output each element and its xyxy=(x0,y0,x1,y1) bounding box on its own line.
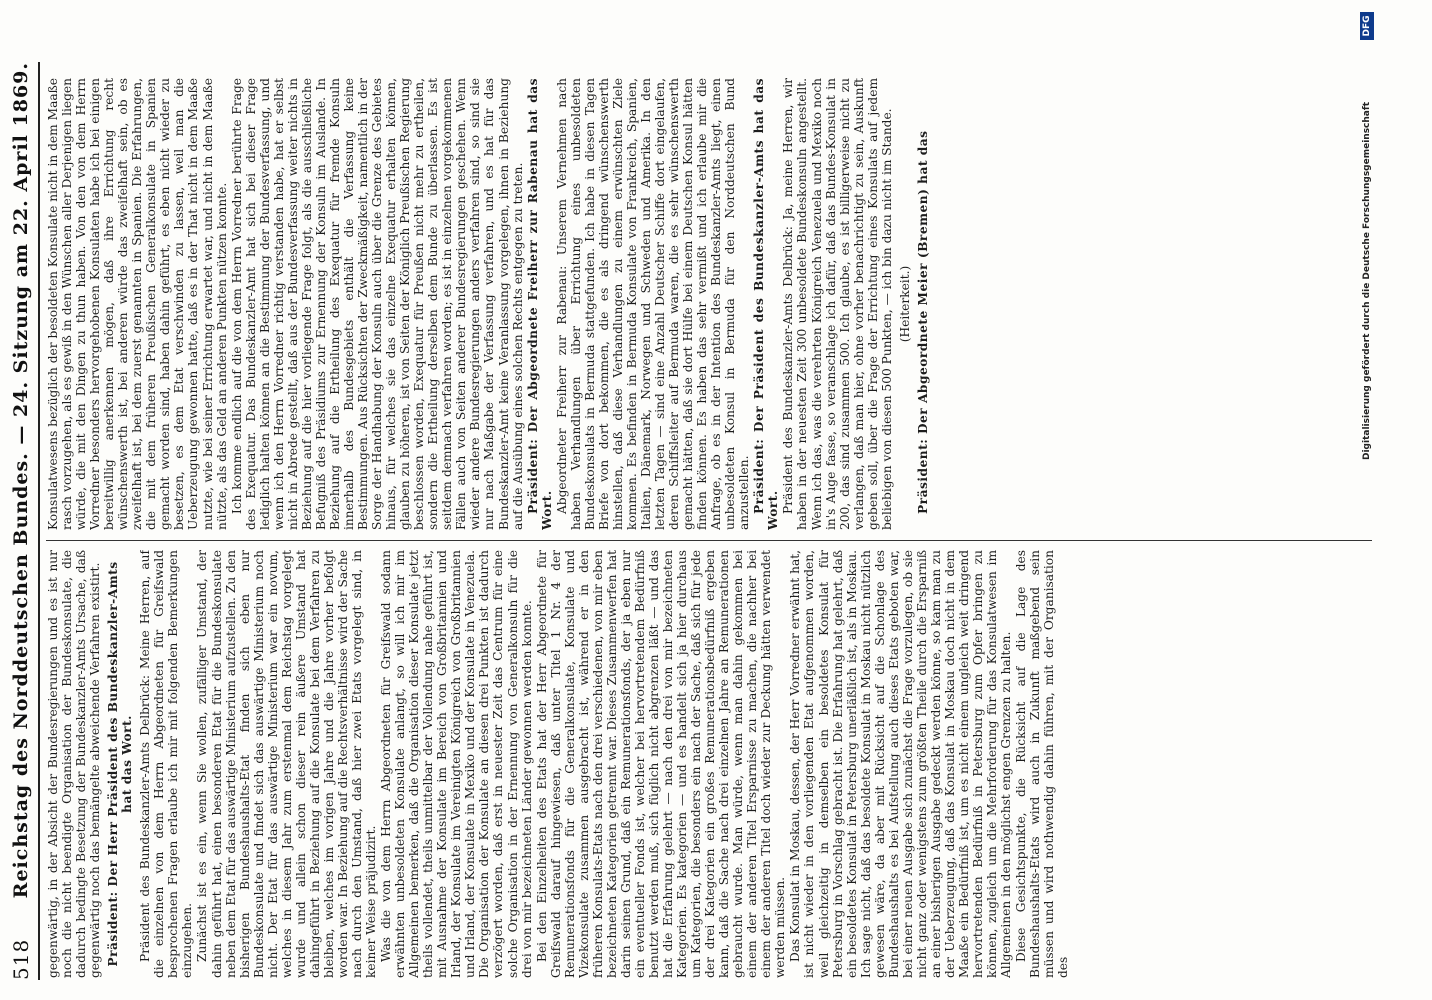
header-rule xyxy=(38,62,40,980)
paragraph: Was die von dem Herrn Abgeordneten für Greifswald sodann erwähnten unbesoldeten Konsulate anlangt, so will ich mir im Allgemeinen bemerken, daß die Organisation dieser Konsulate jetzt theils vollendet, theils unmittelbar der Vollendung nahe geführt ist, mit Ausnahme der Konsulate im Bereich von Großbritannien und Irland, der Konsulate im Vereinigten Königreich von Großbritannien und Irland, der Konsulate in Mexiko und der Konsulate in Venezuela. Die Organisation der Konsulate an diesen drei Punkten ist dadurch verzögert worden, daß erst in neuester Zeit das Centrum für eine solche Organisation in der Ernennung von Generalkonsuln für die drei von mir bezeichneten Länder gewonnen werden konnte. xyxy=(379,550,534,978)
paragraph: Präsident des Bundeskanzler-Amts Delbrück: Ja, meine Herren, wir haben in der neuesten Zeit 300 unbesoldete Bundeskonsuln angestellt. Wenn ich das, was die verehrten Königreich Venezuela und Mexiko noch in's Auge fasse, so veranschlage ich dafür, daß das Bundes-Konsulat in 200, das sind zusammen 500. Ich glaube, es ist billigerweise nicht zu verlangen, daß man hier, ohne vorher benachrichtigt zu sein, Auskunft geben soll, über die Frage der Errichtung eines Konsulats auf jedem beliebigen von diesen 500 Punkten, — ich bin dazu nicht im Stande. xyxy=(781,78,894,530)
paragraph: (Heiterkeit.) xyxy=(897,265,912,343)
paragraph: Diese Gesichtspunkte, die Rücksicht auf die Lage des Bundeshaushalts-Etats wird auch in Zukunft maßgebend sein müssen und wird nothwendig dahin führen, mit der Organisation des xyxy=(1014,550,1071,978)
dfg-logo: DFG xyxy=(1360,12,1374,40)
paragraph: Präsident des Bundeskanzler-Amts Delbrück: Meine Herren, auf die einzelnen von dem Herrn Abgeordneten für Greifswald besprochenen Fragen erlaube ich mir mit folgenden Bemerkungen einzugehen. xyxy=(138,550,195,978)
paragraph: Ich komme endlich auf die von dem Herrn Vorredner berührte Frage des Exequatur. Das Bundeskanzler-Amt hat sich bei dieser Frage lediglich halten können an die Bestimmung der Bundesverfassung, und wenn ich den Herrn Vorredner richtig verstanden habe, hat er selbst nicht in Abrede gestellt, daß aus der Bundesverfassung weiter nichts in Beziehung auf die hier vorliegende Frage folgt, als die ausschließliche Befugniß des Präsidiums zur Ernennung der Konsuln im Auslande. In Beziehung auf die Ertheilung des Exequatur für fremde Konsuln innerhalb des Bundesgebiets enthält die Verfassung keine Bestimmungen. Aus Rücksichten der Zweckmäßigkeit, namentlich in der Sorge der Handhabung der Konsuln auch über die Grenze des Gebietes hinaus, für welches sie das einzelne Exequatur erhalten können, glauben zu höheren, ist von Seiten der Königlich Preußischen Regierung beschlossen worden, Exequatur für Preußen nicht mehr zu ertheilen, sondern die Ertheilung derselben dem Bunde zu überlassen. Es ist seitdem demnach verfahren worden; es ist in einzelnen vorgekommenen Fällen auch von Seiten anderer Bundesregierungen geschehen. Wenn wieder andere Bundesregierungen anders verfahren sind, so sind sie nur nach Maßgabe der Verfassung verfahren, und es hat für das Bundeskanzler-Amt keine Veranlassung vorgelegen, ihnen in Beziehung auf die Ausübung eines solchen Rechts entgegen zu treten. xyxy=(229,78,525,530)
paragraph: Konsulatwesens bezüglich der besoldeten Konsulate nicht in dem Maaße rasch vorzugehen, als es gewiß in den Wünschen aller Derjenigen liegen würde, die mit den Dingen zu thun haben. Von den von dem Herrn Vorredner besonders hervorgehobenen Konsulaten habe ich bei einigen bereitwillig anerkennen mögen, daß ihre Errichtung recht wünschenswerth ist, bei anderen würde das zweifelhaft sein, ob es zweifelhaft ist, bei dem zuerst genannten in Spanien. Die Erfahrungen, die mit dem früheren Preußischen Generalkonsulate in Spanien gemacht worden sind, haben dahin geführt, es eben nicht wieder zu besetzen, es dem Etat verschwinden zu lassen, weil man die Ueberzeugung gewonnen hatte, daß es in der That nicht in dem Maaße nutzte, wie bei seiner Errichtung erwartet war, und nicht in dem Maaße nützte, als das Geld an anderen Punkten nützen konnte. xyxy=(46,78,229,530)
paragraph: gegenwärtig, in der Absicht der Bundesregierungen und es ist nur noch die nicht beendigte Organisation der Bundeskonsulate, die dadurch bedingte Besetzung der Bundeskanzler-Amts Ursache, daß gegenwärtig noch das bemängelte abweichende Verfahren existirt. xyxy=(46,550,103,978)
paragraph: Präsident: Der Herr Präsident des Bundeskanzler-Amts hat das Wort. xyxy=(106,561,135,967)
digitization-credit: Digitalisierung gefördert durch die Deutsche Forschungsgemeinschaft xyxy=(1362,101,1372,460)
paragraph: Das Konsulat in Moskau, dessen, der Herr Vorredner erwähnt hat, ist nicht wieder in den vorliegenden Etat aufgenommen worden, weil gleichzeitig in demselben ein besoldetes Konsulat für Petersburg in Vorschlag gebracht ist. Die Erfahrung hat gelehrt, daß ein besoldetes Konsulat in Petersburg unerläßlich ist, als in Moskau. Ich sage nicht, daß das besoldete Konsulat in Moskau nicht nützlich gewesen wäre, da aber mit Rücksicht auf die Schonlage des Bundeshaushalts es bei Aufstellung auch dieses Etats geboten war, bei einer neuen Ausgabe sich zunächst die Frage vorzulegen, ob sie nicht ganz oder wenigstens zum größten Theile durch die Ersparniß an einer bisherigen Ausgabe gedeckt werden könne, so kam man zu der Ueberzeugung, daß das Konsulat in Moskau doch nicht in dem Maaße ein Bedürfniß ist, um es nicht einem ungleich weit dringend hervortretenden Bedürfniß in Petersburg zum Opfer bringen zu können, zugleich um die Mehrforderung für das Konsulatwesen im Allgemeinen in den möglichst engen Grenzen zu halten. xyxy=(788,550,1014,978)
column-divider xyxy=(46,540,1372,541)
paragraph: Präsident: Der Abgeordnete Meier (Bremen) hat das xyxy=(915,130,930,514)
paragraph: Zunächst ist es ein, wenn Sie wollen, zufälliger Umstand, der dahin geführt hat, einen besonderen Etat für die Bundeskonsulate neben dem Etat für das auswärtige Ministerium aufzustellen. Zu den bisherigen Bundeshaushalts-Etat finden sich eben nur Bundeskonsulate und findet sich das auswärtige Ministerium noch nicht. Der Etat für das auswärtige Ministerium war ein novum, welches in diesem Jahr zum erstenmal dem Reichstag vorgelegt wurde und allein schon dieser rein äußere Umstand hat dahingeführt in Beziehung auf die Konsulate bei dem Verfahren zu bleiben, welches im vorigen Jahre und die Jahre vorher befolgt worden war. In Beziehung auf die Rechtsverhältnisse wird der Sache nach durch den Umstand, daß hier zwei Etats vorgelegt sind, in keiner Weise präjudizirt. xyxy=(195,550,379,978)
page-header xyxy=(6,62,36,980)
paragraph: Bei den Einzelheiten des Etats hat der Herr Abgeordnete für Greifswald darauf hingewiesen, daß unter Titel 1 Nr. 4 der Remunerationsfonds für die Generalkonsulate, Konsulate und Vizekonsulate zusammen ausgebracht ist, während er in den früheren Konsulats-Etats nach den drei verschiedenen, von mir eben bezeichneten Kategorien getrennt war. Dieses Zusammenwerfen hat darin seinen Grund, daß ein Remunerationsfonds, der ja eben nur ein eventueller Fonds ist, welcher bei hervortretendem Bedürfniß benutzt werden muß, sich füglich nicht abgrenzen läßt — und das hat die Erfahrung gelehrt — nach den drei von mir bezeichneten Kategorien. Es kategorien — und es handelt sich ja hier durchaus um Kategorien, die besonders ein nach der Sache, daß sich für jede der drei Kategorien ein großes Remunerationsbedürfniß ergeben kann, daß die Sache nach drei einzelnen Jahre an Remunerationen gebraucht wurde. Man würde, wenn man dahin gekommen bei einem der anderen Titel Ersparnisse zu machen, die nachher bei einem der anderen Titel doch wieder zur Deckung hätten verwendet werden müssen. xyxy=(534,550,788,978)
paragraph: Präsident: Der Abgeordnete Freiherr zur Rabenau hat das Wort. xyxy=(525,78,554,530)
paragraph: Präsident: Der Präsident des Bundeskanzler-Amts hat das Wort. xyxy=(752,78,781,530)
right-column xyxy=(46,78,1372,530)
left-column xyxy=(46,550,1372,978)
paragraph: Abgeordneter Freiherr zur Rabenau: Unserem Vernehmen nach haben Verhandlungen über Errichtung eines unbesoldeten Bundeskonsulats in Bermuda stattgefunden. Ich habe in diesen Tagen Briefe von dort bekommen, die es als dringend wünschenswerth hinstellen, daß diese Verhandlungen zu einem erwünschten Ziele kommen. Es befinden in Bermuda Konsulate von Frankreich, Spanien, Italien, Dänemark, Norwegen und Schweden und Amerika. In den letzten Tagen — sind eine Anzahl Deutscher Schiffe dort eingelaufen, deren Schiffsleiter auf Bermuda waren, die es sehr wünschenswerth gemacht hätten, daß sie dort Hülfe bei einem Deutschen Konsul hätten finden können. Es haben das sehr vermißt und ich erlaube mir die Anfrage, ob es in der Intention des Bundeskanzler-Amts liegt, einen unbesoldeten Konsul in Bermuda für den Norddeutschen Bund anzustellen. xyxy=(554,78,752,530)
page-number: 518 xyxy=(9,938,33,980)
page-title: Reichstag des Norddeutschen Bundes. — 24. Sitzung am 22. April 1869. xyxy=(10,62,32,899)
